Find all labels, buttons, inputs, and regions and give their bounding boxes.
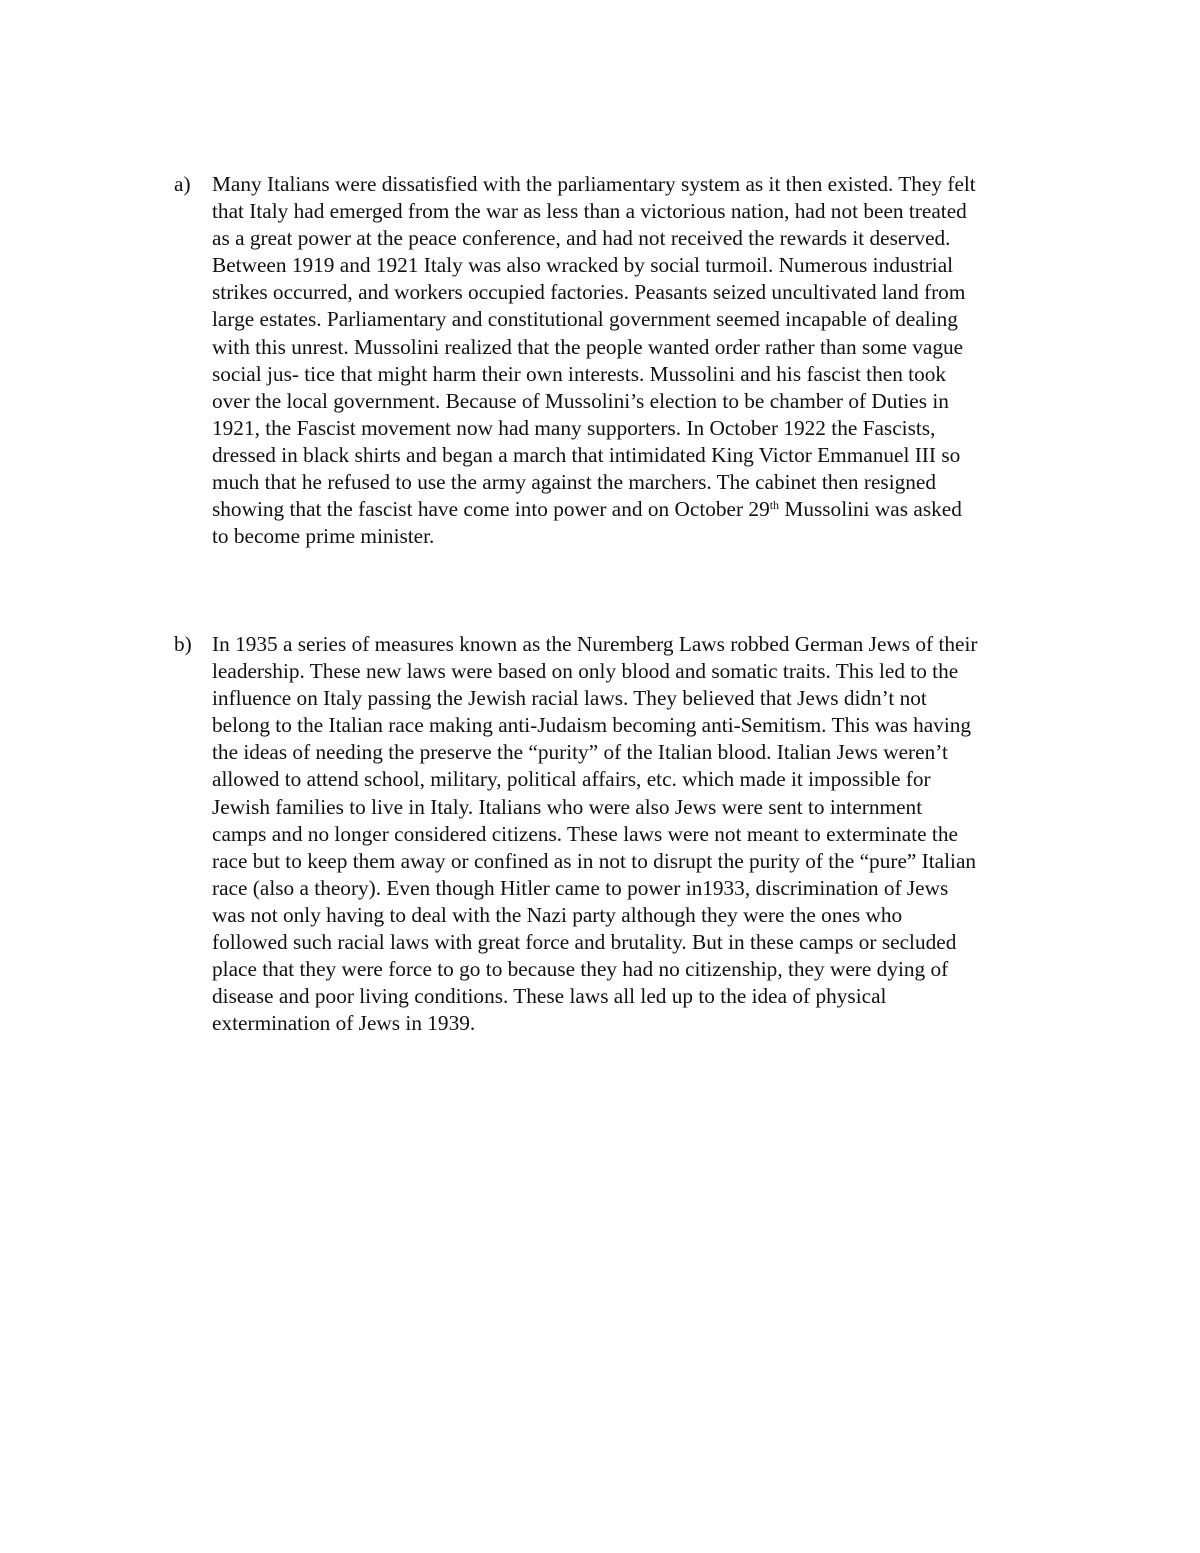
paragraph-line: race but to keep them away or confined as in not to disrupt the purity of the “pure” Italian	[212, 848, 977, 873]
paragraph-line: Between 1919 and 1921 Italy was also wracked by social turmoil. Numerous industrial	[212, 253, 954, 278]
paragraph-line: disease and poor living conditions. These laws all led up to the idea of physical	[212, 984, 887, 1009]
paragraph-line: large estates. Parliamentary and constitutional government seemed incapable of dealing	[212, 307, 958, 332]
paragraph-line: In 1935 a series of measures known as the Nuremberg Laws robbed German Jews of their	[212, 632, 978, 656]
paragraph-line: Many Italians were dissatisfied with the parliamentary system as it then existed. They felt	[212, 172, 976, 196]
paragraph-b	[212, 631, 1074, 1037]
paragraph-line: over the local government. Because of Mussolini’s election to be chamber of Duties in	[212, 388, 949, 413]
paragraph-line: influence on Italy passing the Jewish racial laws. They believed that Jews didn’t not	[212, 686, 927, 711]
paragraph-line: strikes occurred, and workers occupied factories. Peasants seized uncultivated land from	[212, 280, 966, 305]
list-marker-b: b)	[174, 632, 192, 656]
paragraph-line: race (also a theory). Even though Hitler came to power in1933, discrimination of Jews	[212, 875, 949, 900]
paragraph-line: social jus- tice that might harm their own interests. Mussolini and his fascist then took	[212, 361, 947, 386]
paragraph-line: extermination of Jews in 1939.	[212, 1011, 476, 1036]
paragraph-line: Jewish families to live in Italy. Italians who were also Jews were sent to internment	[212, 794, 923, 819]
line-text-after-superscript: Mussolini was asked	[779, 497, 962, 522]
paragraph-a	[212, 171, 1074, 550]
list-marker-a: a)	[174, 172, 191, 196]
paragraph-line: was not only having to deal with the Nazi party although they were the ones who	[212, 902, 903, 927]
paragraph-line-with-superscript	[212, 496, 1074, 523]
paragraph-line: allowed to attend school, military, political affairs, etc. which made it impossible for	[212, 767, 931, 792]
paragraph-line: dressed in black shirts and began a march that intimidated King Victor Emmanuel III so	[212, 442, 961, 467]
paragraph-line: followed such racial laws with great force and brutality. But in these camps or secluded	[212, 930, 957, 955]
paragraph-line: camps and no longer considered citizens. These laws were not meant to exterminate the	[212, 821, 958, 846]
paragraph-line: 1921, the Fascist movement now had many supporters. In October 1922 the Fascists,	[212, 415, 936, 440]
ordinal-superscript: th	[769, 498, 780, 513]
paragraph-line: as a great power at the peace conference, and had not received the rewards it deserved.	[212, 226, 951, 251]
paragraph-line: the ideas of needing the preserve the “purity” of the Italian blood. Italian Jews weren’t	[212, 740, 948, 765]
paragraph-line: to become prime minister.	[212, 524, 435, 549]
paragraph-line: with this unrest. Mussolini realized that the people wanted order rather than some vague	[212, 334, 964, 359]
paragraph-line: place that they were force to go to because they had no citizenship, they were dying of	[212, 957, 949, 982]
paragraph-line: leadership. These new laws were based on only blood and somatic traits. This led to the	[212, 659, 959, 684]
line-text-before-superscript: showing that the fascist have come into power and on October 29	[212, 497, 770, 522]
paragraph-line: belong to the Italian race making anti-Judaism becoming anti-Semitism. This was having	[212, 713, 972, 738]
paragraph-line: much that he refused to use the army against the marchers. The cabinet then resigned	[212, 470, 937, 495]
paragraph-line: that Italy had emerged from the war as less than a victorious nation, had not been treated	[212, 199, 967, 224]
